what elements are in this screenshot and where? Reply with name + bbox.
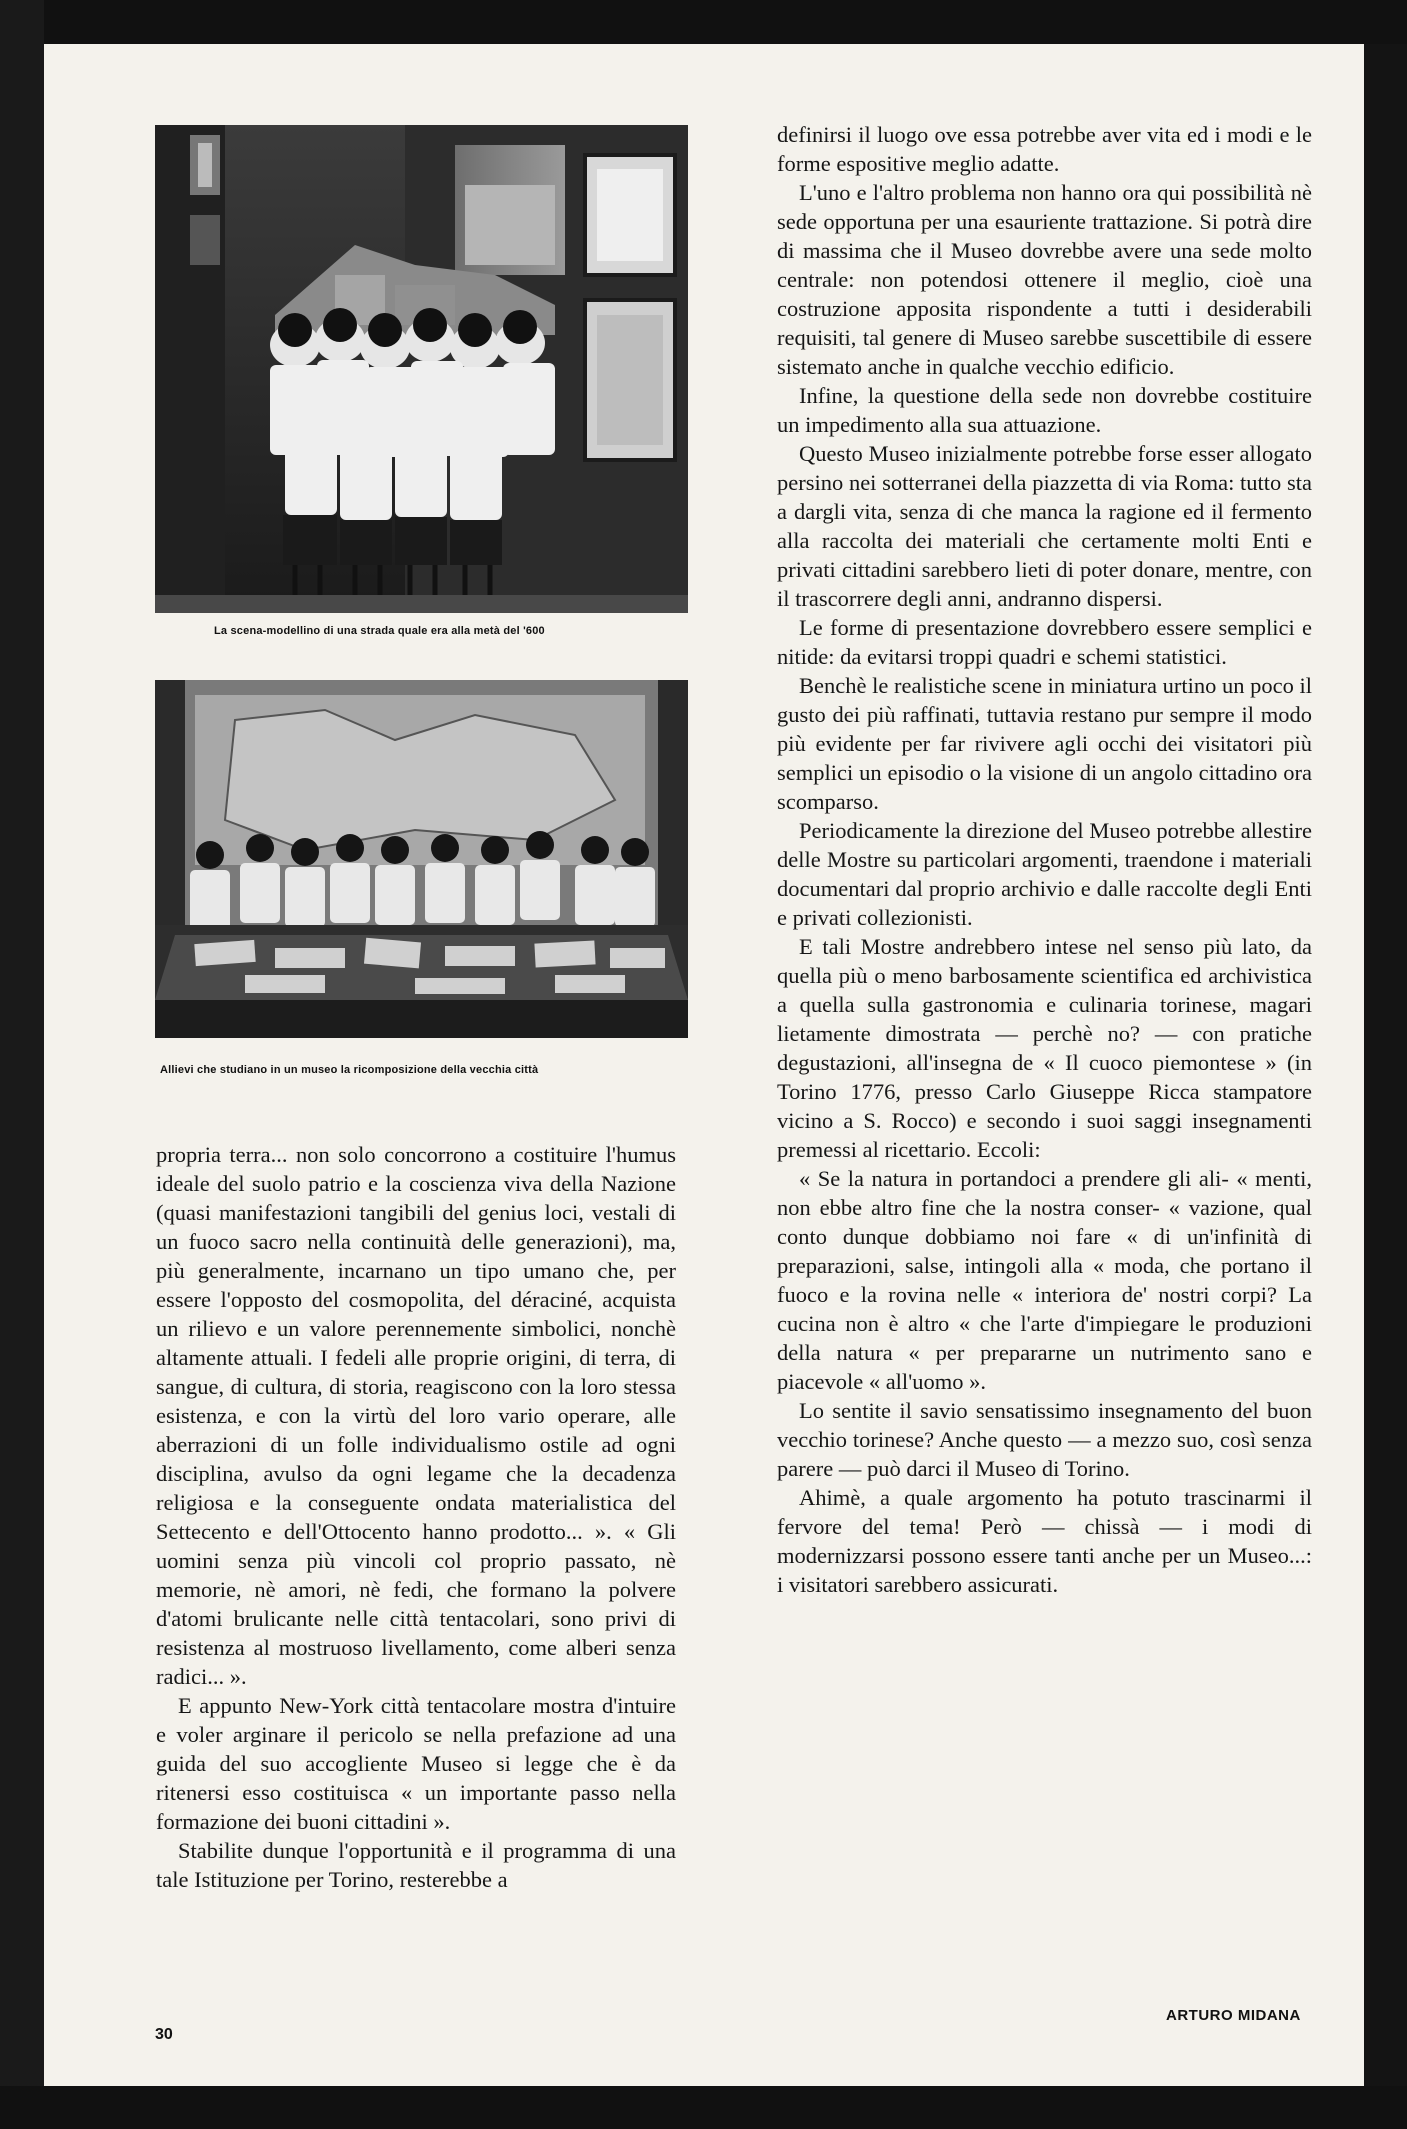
scan-border-left bbox=[0, 0, 44, 2129]
photo-students-museum-image bbox=[155, 680, 688, 1038]
photo-caption-2: Allievi che studiano in un museo la ricomposizione della vecchia città bbox=[160, 1064, 539, 1076]
photo-students-museum bbox=[155, 680, 688, 1038]
author-signature: ARTURO MIDANA bbox=[1166, 2007, 1301, 2024]
paragraph: propria terra... non solo concorrono a costituire l'humus ideale del suolo patrio e la coscienza viva della Nazione (quasi manifestazioni tangibili del genius loci, vestali di un fuoco sacro nella continuità delle generazioni), ma, più generalmente, incarnano un tipo umano che, per essere l'opposto del cosmopolita, del déraciné, acquista un rilievo e un valore perennemente simbolici, nonchè altamente attuali. I fedeli alle proprie origini, di terra, di sangue, di cultura, di storia, reagiscono con la loro stessa esistenza, e con la virtù del loro vario operare, alle aberrazioni di un folle individualismo ostile ad ogni disciplina, avulso da ogni legame che la decadenza religiosa e la conseguente ondata materialistica del Settecento e dell'Ottocento hanno prodotto... ». « Gli uomini senza più vincoli col proprio passato, nè memorie, nè amori, nè fedi, che formano la polvere d'atomi brulicante nelle città tentacolari, sono privi di resistenza al mostruoso livellamento, come alberi senza radici... ». bbox=[156, 1142, 676, 1689]
paragraph: E appunto New-York città tentacolare mostra d'intuire e voler arginare il pericolo se nella prefazione ad una guida del suo accogliente Museo si legge che è da ritenersi esso costituisca « un importante passo nella formazione dei buoni cittadini ». bbox=[156, 1693, 676, 1834]
scan-border-top bbox=[44, 0, 1407, 44]
paragraph: L'uno e l'altro problema non hanno ora qui possibilità nè sede opportuna per una esauriente trattazione. Si potrà dire di massima che il Museo dovrebbe avere una sede molto centrale: non potendosi ottenere il meglio, cioè una costruzione apposita rispondente a tutti i desiderabili requisiti, tal genere di Museo sarebbe suscettibile di essere sistemato anche in qualche vecchio edificio. bbox=[777, 180, 1312, 379]
paragraph: Ahimè, a quale argomento ha potuto trascinarmi il fervore del tema! Però — chissà — i modi di modernizzarsi possono essere tanti anche per un Museo...: i visitatori sarebbero assicurati. bbox=[777, 1485, 1312, 1597]
paragraph: Questo Museo inizialmente potrebbe forse esser allogato persino nei sotterranei della piazzetta di via Roma: tutto sta a dargli vita, senza di che manca la ragione ed il fermento alla raccolta dei materiali che certamente molti Enti e privati cittadini sarebbero lieti di poter donare, mentre, con il trascorrere degli anni, andranno dispersi. bbox=[777, 441, 1312, 611]
article-column-left bbox=[156, 1140, 676, 1894]
paragraph: Stabilite dunque l'opportunità e il programma di una tale Istituzione per Torino, resterebbe a bbox=[156, 1838, 676, 1892]
paragraph: definirsi il luogo ove essa potrebbe aver vita ed i modi e le forme espositive meglio adatte. bbox=[777, 122, 1312, 176]
paragraph: Le forme di presentazione dovrebbero essere semplici e nitide: da evitarsi troppi quadri e schemi statistici. bbox=[777, 615, 1312, 669]
paragraph: Lo sentite il savio sensatissimo insegnamento del buon vecchio torinese? Anche questo — a mezzo suo, così senza parere — può darci il Museo di Torino. bbox=[777, 1398, 1312, 1481]
scan-border-right bbox=[1364, 44, 1407, 2129]
article-column-right bbox=[777, 120, 1312, 1599]
paragraph: Benchè le realistiche scene in miniatura urtino un poco il gusto dei più raffinati, tuttavia restano pur sempre il modo più evidente per far rivivere agli occhi dei visitatori più semplici un episodio o la visione di un angolo cittadino ora scomparso. bbox=[777, 673, 1312, 814]
photo-model-scene bbox=[155, 125, 688, 613]
quotation: « Se la natura in portandoci a prendere gli ali- « menti, non ebbe altro fine che la nostra conser- « vazione, qual conto dunque dobbiamo noi fare « di un'infinità di preparazioni, salse, intingoli alla « moda, che portano il fuoco e la rovina nelle « interiora de' nostri corpi? La cucina non è altro « che l'arte d'impiegare le produzioni della natura « per prepararne un nutrimento sano e piacevole « all'uomo ». bbox=[777, 1166, 1312, 1394]
paragraph: E tali Mostre andrebbero intese nel senso più lato, da quella più o meno barbosamente scientifica ed archivistica a quella sulla gastronomia e culinaria torinese, magari lietamente dimostrata — perchè no? — con pratiche degustazioni, all'insegna de « Il cuoco piemontese » (in Torino 1776, presso Carlo Giuseppe Ricca stampatore vicino a S. Rocco) e secondo i suoi saggi insegnamenti premessi al ricettario. Eccoli: bbox=[777, 934, 1312, 1162]
photo-caption-1: La scena-modellino di una strada quale era alla metà del '600 bbox=[214, 625, 545, 637]
paragraph: Infine, la questione della sede non dovrebbe costituire un impedimento alla sua attuazione. bbox=[777, 383, 1312, 437]
photo-model-scene-image bbox=[155, 125, 688, 613]
page-number: 30 bbox=[155, 2026, 173, 2043]
scan-border-bottom bbox=[0, 2086, 1407, 2129]
paragraph: Periodicamente la direzione del Museo potrebbe allestire delle Mostre su particolari argomenti, traendone i materiali documentari dal proprio archivio e dalle raccolte degli Enti e privati collezionisti. bbox=[777, 818, 1312, 930]
